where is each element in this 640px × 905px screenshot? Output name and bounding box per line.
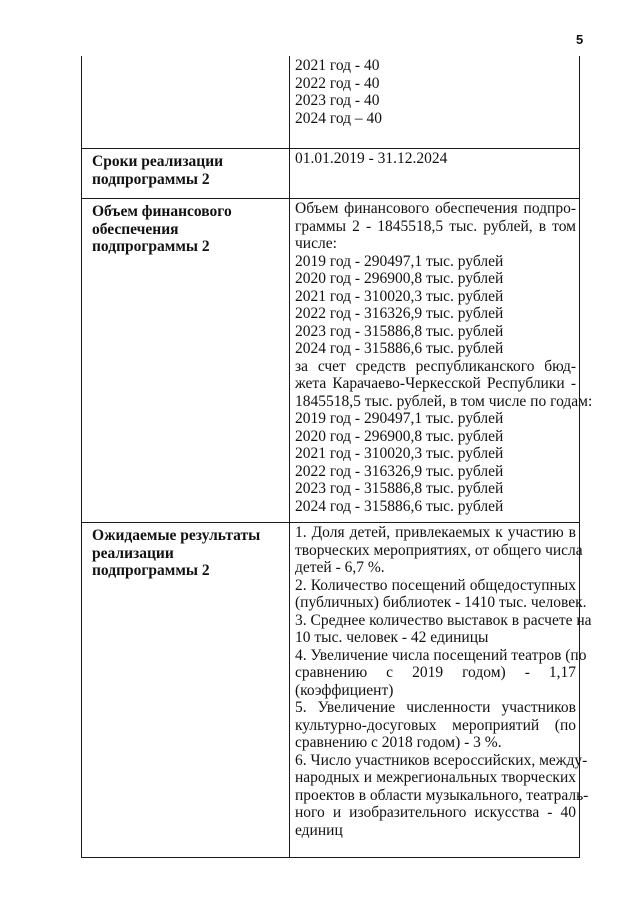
result-item-line: народных и межрегиональных творческих [295,769,576,786]
results-label: Ожидаемые результаты реализации подпрограммы 2 [82,523,290,858]
page-number: 5 [576,32,584,47]
period-label: Сроки реализации подпрограммы 2 [82,149,290,199]
budget-year-line: 2021 год - 310020,3 тыс. рублей [295,445,504,462]
result-item-line: проектов в области музыкального, театраль- [295,786,589,804]
finance-intro-line: Объем финансового обеспечения подпро- [295,200,576,217]
result-item-line: 3. Среднее количество выставок в расчете на [295,611,592,629]
result-item-line: (публичных) библиотек - 1410 тыс. человек. [295,594,587,611]
result-item-line: 10 тыс. человек - 42 единицы [295,629,489,646]
result-item-line: 6. Число участников всероссийских, между- [295,751,588,769]
result-item-line: сравнению с 2019 годом) - 1,17 [295,664,576,681]
finance-year-line: 2024 год - 315886,6 тыс. рублей [295,340,504,357]
year-value: 2024 год – 40 [295,109,383,127]
years-values-cell [290,56,580,149]
table-row-period [82,149,580,199]
finance-year-line: 2023 год - 315886,8 тыс. рублей [295,322,504,340]
budget-year-line: 2023 год - 315886,8 тыс. рублей [295,480,504,497]
table-row-years-continued [82,56,580,149]
budget-year-line: 2020 год - 296900,8 тыс. рублей [295,427,504,445]
finance-year-line: 2019 год - 290497,1 тыс. рублей [295,252,504,270]
budget-year-line: 2024 год - 315886,6 тыс. рублей [295,497,504,515]
result-item-line: ного и изобразительного искусства - 40 [295,804,576,821]
year-value: 2021 год - 40 [295,57,380,74]
subprogram-passport-table [81,56,593,858]
result-item-line: сравнению с 2018 годом) - 3 %. [295,734,502,751]
result-item-line: 4. Увеличение числа посещений театров (по [295,646,587,664]
finance-value [290,199,593,523]
result-item-line: (коэффициент) [295,681,394,699]
finance-intro-line: граммы 2 - 1845518,5 тыс. рублей, в том [295,217,576,235]
year-value: 2023 год - 40 [295,92,380,109]
budget-source-line: жета Карачаево-Черкесской Республики - [295,375,576,392]
result-item-line: культурно-досуговых мероприятий (по [295,716,576,734]
results-value [290,523,592,858]
result-item-line: 2. Количество посещений общедоступных [295,576,576,594]
result-item-line: детей - 6,7 %. [295,559,385,576]
budget-year-line: 2019 год - 290497,1 тыс. рублей [295,410,504,427]
budget-year-line: 2022 год - 316326,9 тыс. рублей [295,462,504,480]
result-item-line: единиц [295,821,343,839]
finance-label: Объем финансового обеспечения подпрограммы 2 [82,199,290,523]
period-value: 01.01.2019 - 31.12.2024 [290,149,580,199]
result-item-line: 1. Доля детей, привлекаемых к участию в [295,524,576,541]
budget-source-line: 1845518,5 тыс. рублей, в том числе по годам: [295,392,593,410]
finance-year-line: 2022 год - 316326,9 тыс. рублей [295,305,504,322]
budget-source-line: за счет средств республиканского бюд- [295,357,576,375]
empty-label-cell [82,56,290,149]
table-row-finance [82,199,580,523]
result-item-line: 5. Увеличение численности участников [295,699,576,716]
result-item-line: творческих мероприятиях, от общего числа [295,541,583,559]
table-row-results [82,523,580,858]
finance-intro-line: числе: [295,235,337,252]
finance-year-line: 2020 год - 296900,8 тыс. рублей [295,270,504,287]
year-value: 2022 год - 40 [295,74,380,92]
finance-year-line: 2021 год - 310020,3 тыс. рублей [295,287,504,305]
